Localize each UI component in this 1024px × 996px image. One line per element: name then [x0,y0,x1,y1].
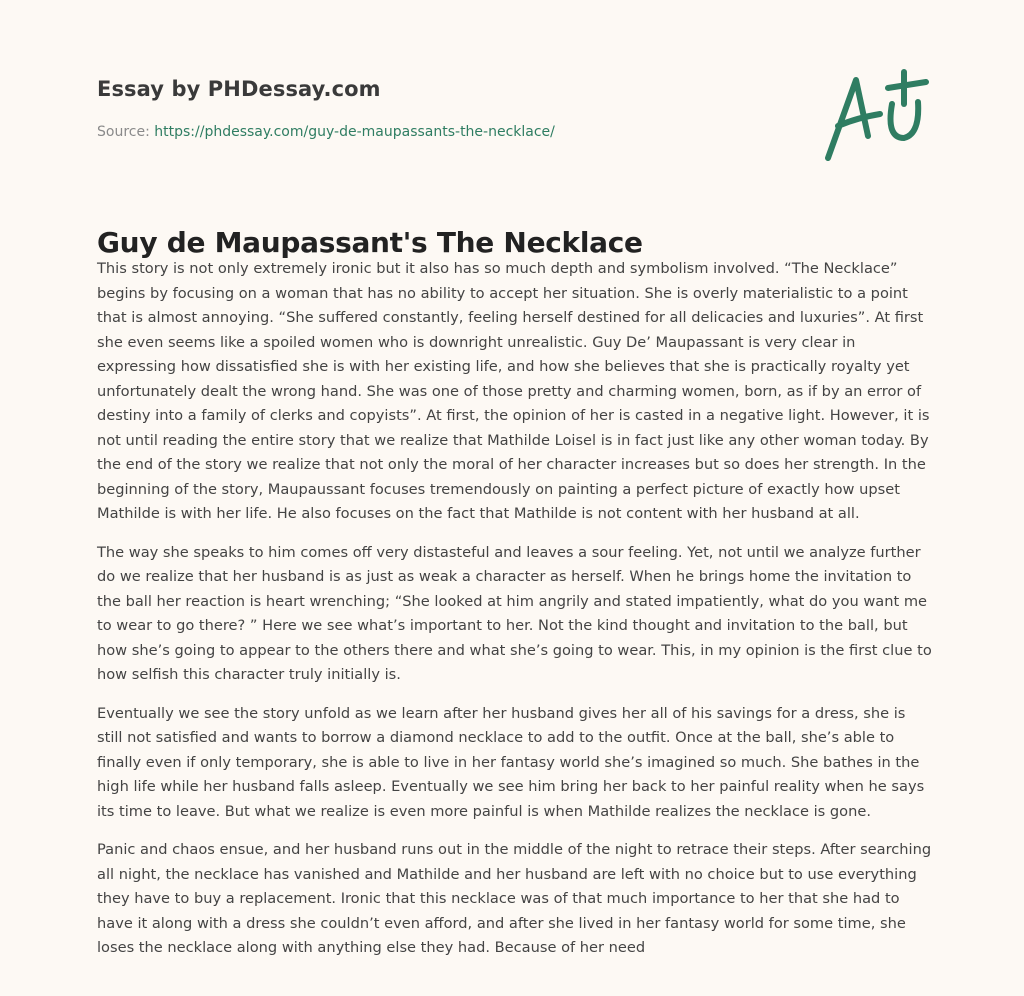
essay-title: Guy de Maupassant's The Necklace [97,226,643,259]
source-line [97,124,555,140]
source-link[interactable]: https://phdessay.com/guy-de-maupassants-the-necklace/ [154,124,555,140]
essay-paragraph: Eventually we see the story unfold as we learn after her husband gives her all of his savings for a dress, she is still not satisfied and wants to borrow a diamond necklace to add to the outfit. Once at the ball, she’s able to finally even if only temporary, she is able to live in her fantasy world she’s imagined so much. She bathes in the high life while her husband falls asleep. Eventually we see him bring her back to her painful reality when he says its time to leave. But what we realize is even more painful is when Mathilde realizes the necklace is gone. [97,704,925,820]
site-title: Essay by PHDessay.com [97,77,381,101]
source-label: Source: [97,124,150,140]
essay-paragraph: The way she speaks to him comes off very distasteful and leaves a sour feeling. Yet, not until we analyze further do we realize that her husband is as just as weak a character as herself. When he brings home the invitation to the ball her reaction is heart wrenching; “She looked at him angrily and stated impatiently, what do you want me to wear to go there? ” Here we see what’s important to her. Not the kind thought and invitation to the ball, but how she’s going to appear to the others there and what she’s going to wear. This, in my opinion is the first clue to how selfish this character truly initially is. [97,543,932,683]
essay-paragraph: This story is not only extremely ironic but it also has so much depth and symbolism involved. “The Necklace” begins by focusing on a woman that has no ability to accept her situation. She is overly materialistic to a point that is almost annoying. “She suffered constantly, feeling herself destined for all delicacies and luxuries”. At first she even seems like a spoiled women who is downright unrealistic. Guy De’ Maupassant is very clear in expressing how dissatisfied she is with her existing life, and how she believes that she is practically royalty yet unfortunately dealt the wrong hand. She was one of those pretty and charming women, born, as if by an error of destiny into a family of clerks and copyists”. At first, the opinion of her is casted in a negative light. However, it is not until reading the entire story that we realize that Mathilde Loisel is in fact just like any other woman today. By the end of the story we realize that not only the moral of her character increases but so does her strength. In the beginning of the story, Maupaussant focuses tremendously on painting a perfect picture of exactly how upset Mathilde is with her life. He also focuses on the fact that Mathilde is not content with her husband at all. [97,260,930,522]
essay-body [97,257,933,975]
a-plus-logo [820,68,930,164]
essay-paragraph: Panic and chaos ensue, and her husband runs out in the middle of the night to retrace their steps. After searching all night, the necklace has vanished and Mathilde and her husband are left with no choice but to use everything they have to buy a replacement. Ironic that this necklace was of that much importance to her that she had to have it along with a dress she couldn’t even afford, and after she lived in her fantasy world for some time, she loses the necklace along with anything else they had. Because of her need [97,841,932,956]
